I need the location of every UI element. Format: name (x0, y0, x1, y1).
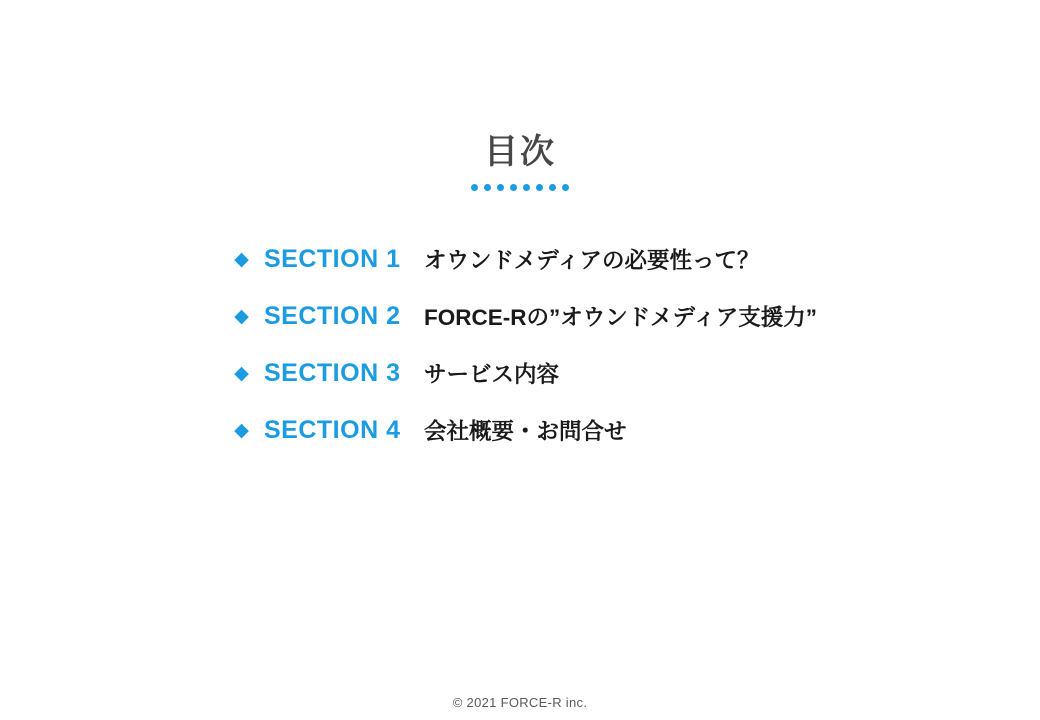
divider-dot (510, 184, 517, 191)
toc-item-section-1[interactable] (232, 245, 817, 273)
toc-item-section-2[interactable] (232, 302, 817, 330)
section-label: SECTION 3 (264, 358, 401, 387)
divider-dot (471, 184, 478, 191)
divider-dot (536, 184, 543, 191)
divider-dot (549, 184, 556, 191)
divider-dot (562, 184, 569, 191)
diamond-bullet-icon: ◆ (234, 305, 249, 327)
toc-item-section-3[interactable] (232, 359, 817, 387)
divider-dot (497, 184, 504, 191)
title-block (0, 134, 1040, 191)
page-title: 目次 (484, 133, 556, 171)
copyright-footer: © 2021 FORCE-R inc. (452, 695, 588, 710)
section-title: FORCE-Rの”オウンドメディア支援力” (424, 305, 817, 330)
diamond-bullet-icon: ◆ (234, 419, 249, 441)
section-title: 会社概要・お問合せ (424, 419, 627, 444)
dotted-divider (0, 184, 1040, 191)
toc-item-section-4[interactable] (232, 416, 817, 444)
section-label: SECTION 4 (264, 415, 401, 444)
section-title: サービス内容 (424, 362, 560, 387)
diamond-bullet-icon: ◆ (234, 362, 249, 384)
toc-list (232, 245, 817, 473)
divider-dot (484, 184, 491, 191)
divider-dot (523, 184, 530, 191)
section-label: SECTION 1 (264, 244, 401, 273)
section-label: SECTION 2 (264, 301, 401, 330)
section-title: オウンドメディアの必要性って？ (424, 248, 760, 273)
diamond-bullet-icon: ◆ (234, 248, 249, 270)
